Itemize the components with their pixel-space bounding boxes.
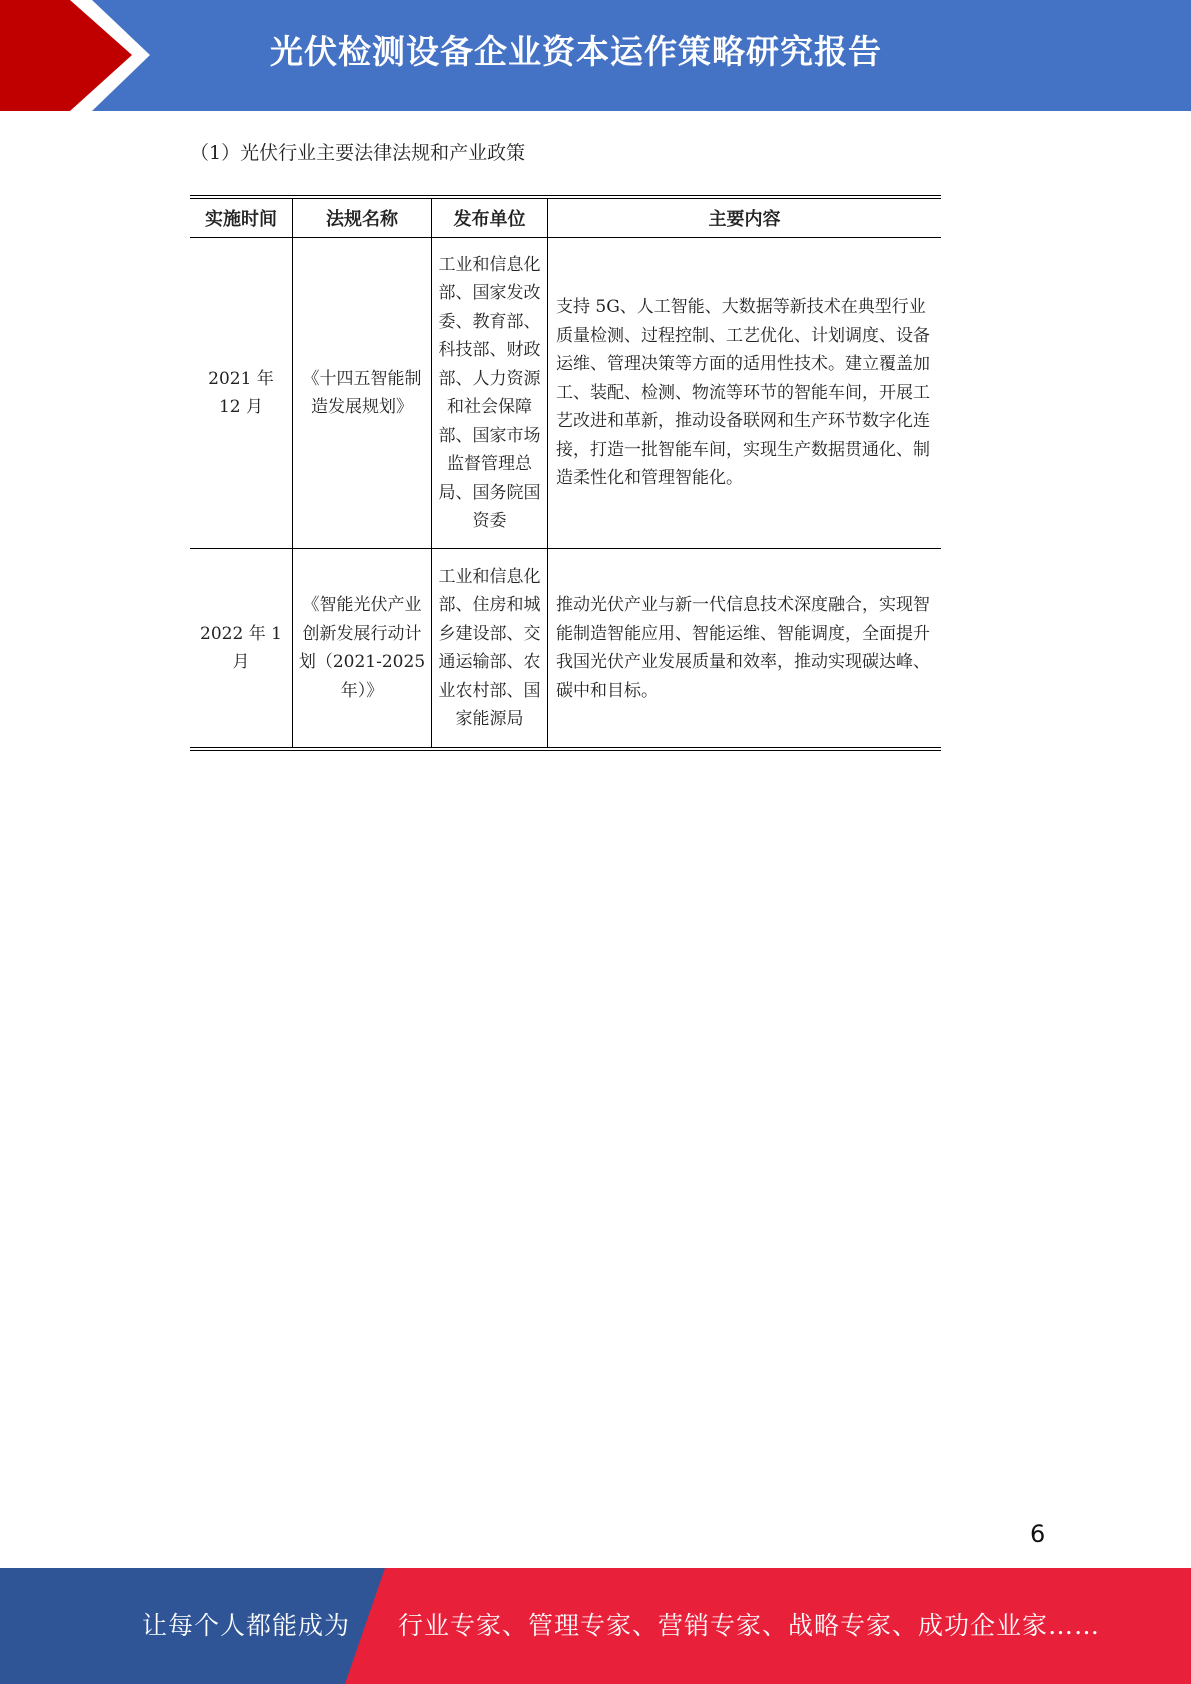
header-name: 法规名称 bbox=[293, 197, 432, 238]
cell-name: 《十四五智能制造发展规划》 bbox=[293, 238, 432, 549]
table-row bbox=[190, 549, 941, 750]
footer-slogan-left: 让每个人都能成为 bbox=[142, 1611, 351, 1640]
section-heading: （1）光伏行业主要法律法规和产业政策 bbox=[190, 142, 526, 164]
cell-org: 工业和信息化部、住房和城乡建设部、交通运输部、农业农村部、国家能源局 bbox=[432, 549, 548, 750]
table-header-row bbox=[190, 197, 941, 238]
footer-banner bbox=[0, 1568, 1191, 1684]
cell-content: 推动光伏产业与新一代信息技术深度融合，实现智能制造智能应用、智能运维、智能调度，全面提升我国光伏产业发展质量和效率，推动实现碳达峰、碳中和目标。 bbox=[548, 549, 942, 750]
cell-org: 工业和信息化部、国家发改委、教育部、科技部、财政部、人力资源和社会保障部、国家市场监督管理总局、国务院国资委 bbox=[432, 238, 548, 549]
cell-date: 2022 年 1 月 bbox=[190, 549, 293, 750]
page-number: 6 bbox=[1030, 1520, 1046, 1548]
header-banner bbox=[0, 0, 1191, 111]
policy-table bbox=[190, 195, 941, 751]
cell-date: 2021 年 12 月 bbox=[190, 238, 293, 549]
table-row bbox=[190, 238, 941, 549]
cell-name: 《智能光伏产业创新发展行动计划（2021-2025 年）》 bbox=[293, 549, 432, 750]
header-content: 主要内容 bbox=[548, 197, 942, 238]
header-org: 发布单位 bbox=[432, 197, 548, 238]
report-title: 光伏检测设备企业资本运作策略研究报告 bbox=[270, 32, 882, 71]
header-date: 实施时间 bbox=[190, 197, 293, 238]
cell-content: 支持 5G、人工智能、大数据等新技术在典型行业质量检测、过程控制、工艺优化、计划调度、设备运维、管理决策等方面的适用性技术。建立覆盖加工、装配、检测、物流等环节的智能车间，开展工艺改进和革新，推动设备联网和生产环节数字化连接，打造一批智能车间，实现生产数据贯通化、制造柔性化和管理智能化。 bbox=[548, 238, 942, 549]
footer-slogan-right: 行业专家、管理专家、营销专家、战略专家、成功企业家…… bbox=[398, 1611, 1101, 1640]
